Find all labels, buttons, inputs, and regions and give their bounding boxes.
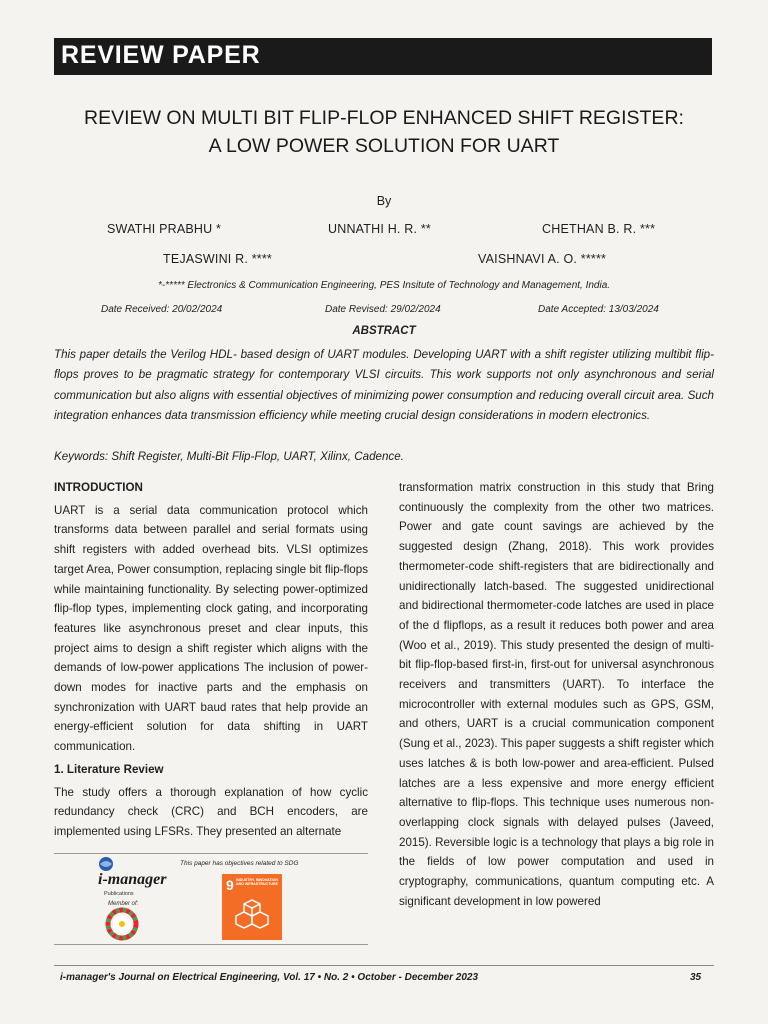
section-banner: [54, 38, 712, 75]
author-2: UNNATHI H. R. **: [328, 222, 431, 236]
abstract-text: This paper details the Verilog HDL- based design of UART modules. Developing UART with a shift register utilizing multibit flip-flops proves to be pragmatic strategy for contemporary VLSI circuits. This work supports not only asynchronous and serial communication but also aligns with essential objectives of minimizing power consumption and reducing overall circuit area. Such integration enhances data transmission efficiency while meeting crucial design considerations in modern electronics.: [54, 348, 714, 422]
author-4: TEJASWINI R. ****: [163, 252, 272, 266]
paper-title: [40, 104, 728, 160]
journal-footer: i-manager's Journal on Electrical Engineering, Vol. 17 • No. 2 • October - December 2023: [60, 972, 479, 983]
page-number: 35: [690, 972, 702, 983]
footer-divider: [54, 965, 714, 966]
date-accepted: Date Accepted: 13/03/2024: [538, 304, 659, 315]
author-1: SWATHI PRABHU *: [107, 222, 222, 236]
title-line-1: REVIEW ON MULTI BIT FLIP-FLOP ENHANCED SHIFT REGISTER:: [84, 107, 684, 129]
member-of-label: Member of:: [108, 901, 139, 907]
keywords: Keywords: Shift Register, Multi-Bit Flip-Flop, UART, Xilinx, Cadence.: [54, 450, 404, 463]
abstract-heading: ABSTRACT: [352, 325, 416, 337]
sdg-number: 9: [226, 877, 234, 893]
intro-heading: INTRODUCTION: [54, 481, 143, 494]
imanager-logo: [90, 856, 180, 942]
globe-icon: [99, 857, 113, 871]
logo-text: i-manager: [98, 871, 167, 888]
left-column: [54, 478, 368, 842]
lit-review-heading: 1. Literature Review: [54, 762, 164, 776]
lit-review-paragraph: The study offers a thorough explanation of how cyclic redundancy check (CRC) and BCH encoders, are implemented using LFSRs. They presented an alternate: [54, 785, 368, 838]
sdg-label: INDUSTRY, INNOVATION AND INFRASTRUCTURE: [236, 878, 278, 887]
title-line-2: A LOW POWER SOLUTION FOR UART: [208, 135, 560, 157]
sdg-note: This paper has objectives related to SDG: [180, 860, 299, 867]
right-column: [399, 478, 714, 911]
sdg-wheel-icon: [108, 910, 136, 938]
banner-label: REVIEW PAPER: [61, 41, 261, 69]
sdg-panel: [54, 853, 368, 945]
sdg-9-icon: [222, 874, 282, 940]
date-received: Date Received: 20/02/2024: [101, 304, 223, 315]
intro-paragraph: UART is a serial data communication protocol which transforms data between parallel and serial formats using shift registers with added overhead bits. VLSI optimizes target Area, Power consumption, replacing single bit flip-flops while maintaining functionality. By selecting power-optimized flip-flop types, implementing clock gating, and incorporating features like asynchronous preset and clear inputs, this project aims to design a shift register which aligns with the demands of low-power applications The inclusion of power-down modes for inactive parts and the emphasis on synchronization with UART baud rates that help provide an energy-efficient solution for data shifting in UART communication.: [54, 503, 368, 754]
right-column-paragraph: transformation matrix construction in this study that Bring continuously the complexity from the other two matrices. Power and gate count savings are achieved by the suggested design (Zhang, 2018). This work provides thermometer-code shift-registers that are bidirectionally and unidirectionally latch-based. The suggested unidirectional and bidirectional thermometer-code latches are used in place of the d flipflops, as a result it reduces both power and area (Woo et al., 2019). This study presented the design of multi-bit flip-flop-based first-in, first-out for universal asynchronous receivers and transmitters (UART). To interface the microcontroller with external modules such as GPS, GSM, and others, UART is a crucial communication component (Sung et al., 2023). This paper suggests a shift register which uses latches & is both low-power and area-efficient. Pulsed latches are a less expensive and more energy efficient alternative to flip-flops. This technique uses numerous non-overlapping clock signals with delayed pulses (Javeed, 2015). Reversible logic is a technology that plays a big role in the fields of low power computation and used in cryptography, communications, quantum computing etc. A significant development in low powered: [399, 481, 714, 908]
author-3: CHETHAN B. R. ***: [542, 222, 656, 236]
date-revised: Date Revised: 29/02/2024: [325, 304, 441, 315]
by-label: By: [376, 194, 392, 208]
publications-label: Publications: [104, 891, 134, 897]
affiliation: *-***** Electronics & Communication Engineering, PES Insitute of Technology and Management, India.: [157, 280, 611, 291]
author-5: VAISHNAVI A. O. *****: [478, 252, 607, 266]
